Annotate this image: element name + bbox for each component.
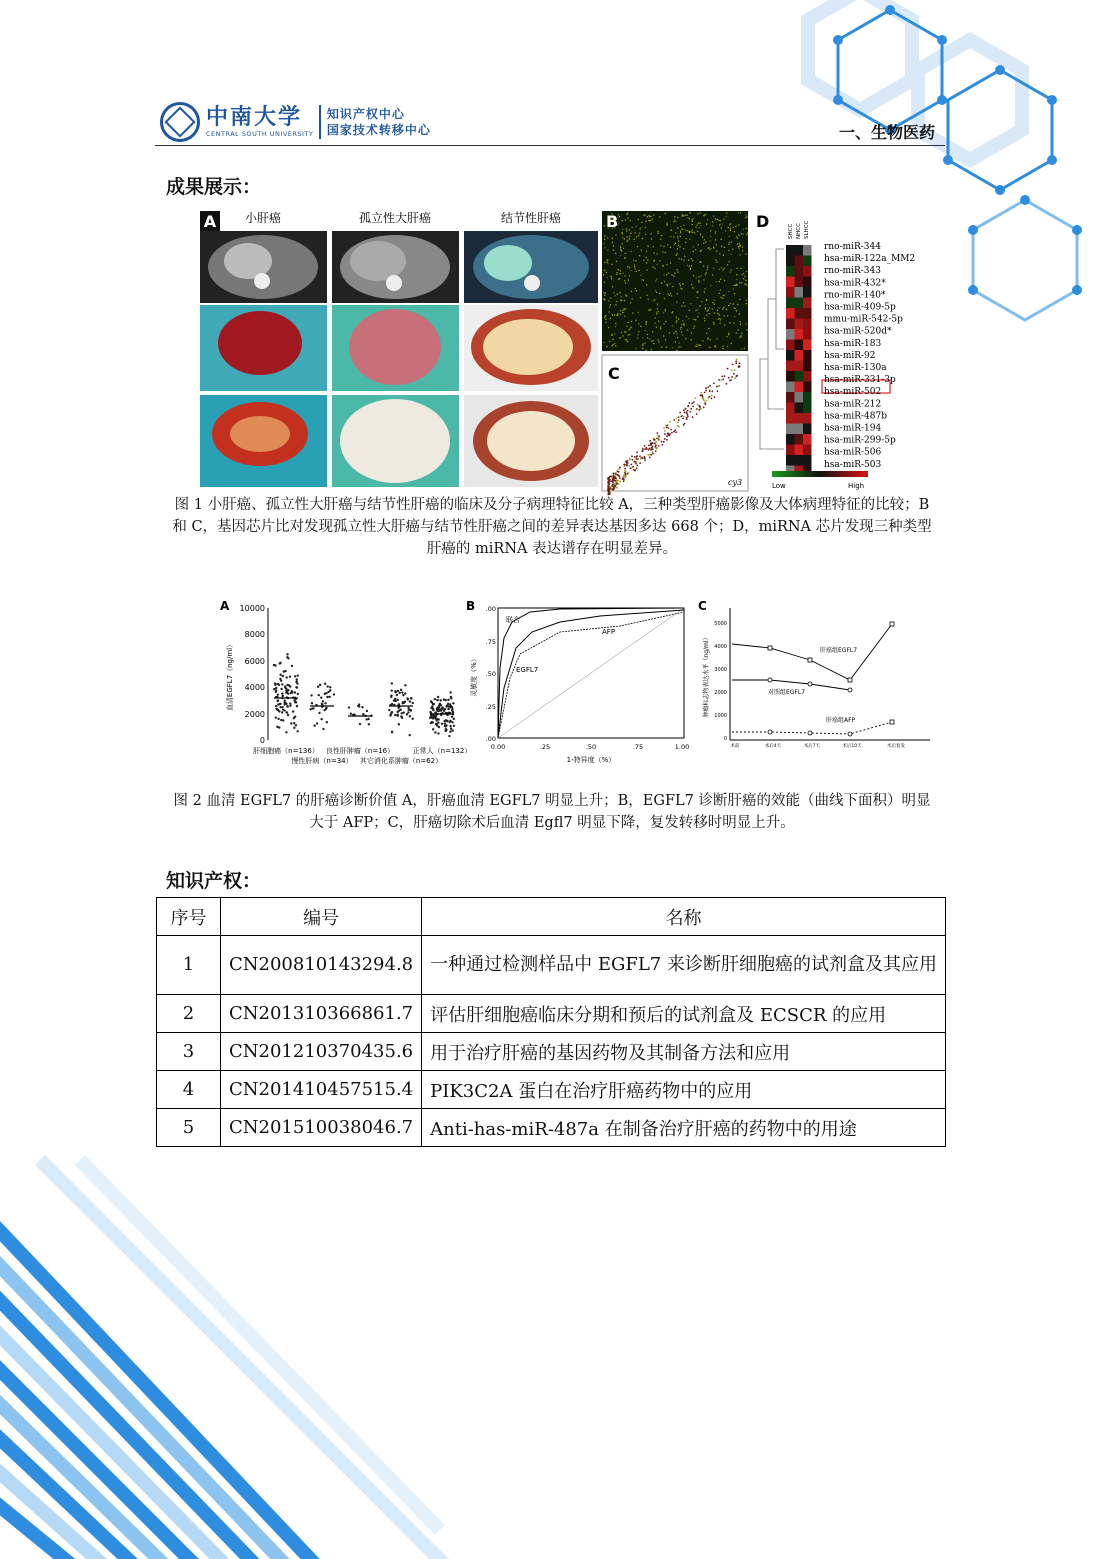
a-group-label: 良性肝肿瘤（n=16）: [325, 747, 395, 755]
ip-title: 知识产权：: [166, 870, 262, 892]
c-xtick: 术前: [730, 744, 740, 749]
fig2-panel-B: B: [466, 599, 476, 613]
row-no: 5: [157, 1109, 221, 1147]
fig1-col-label-1: 小肝癌: [244, 211, 282, 225]
ip-table: [156, 897, 946, 1147]
c-xtick: 术后4天: [764, 744, 782, 749]
b-ytick: .00: [485, 735, 496, 743]
dot-plot: [273, 653, 455, 737]
center-name-line1: 知识产权中心: [326, 107, 405, 121]
mirna-label: mmu-miR-542-5p: [824, 314, 903, 325]
fig2-panel-C: C: [698, 599, 707, 613]
fig1-col-label-3: 结节性肝癌: [500, 211, 562, 225]
center-name-line2: 国家技术转移中心: [326, 123, 431, 137]
b-ytick: .50: [485, 670, 496, 678]
scale-high-label: High: [848, 482, 865, 490]
row-code: CN201210370435.6: [221, 1033, 422, 1071]
mirna-label: hsa-miR-299-5p: [824, 435, 896, 446]
mirna-label: rno-miR-140*: [824, 290, 886, 301]
mirna-label: hsa-miR-506: [824, 447, 882, 458]
b-ytick: .75: [485, 638, 496, 646]
b-xtick: .75: [632, 743, 644, 751]
mirna-label: hsa-miR-409-5p: [824, 302, 896, 313]
b-xtick: 0.00: [490, 743, 506, 751]
row-code: CN201310366861.7: [221, 995, 422, 1033]
mirna-label: hsa-miR-432*: [824, 278, 886, 289]
mirna-label: hsa-miR-503: [824, 459, 882, 470]
heatmap-col-2: NHCC: [796, 223, 802, 239]
c-xtick: 术后7天: [803, 744, 821, 749]
row-no: 4: [157, 1071, 221, 1109]
specimen-images-row2: [200, 395, 598, 487]
header-no: 序号: [157, 898, 221, 936]
b-curve-label: 联合: [506, 616, 520, 624]
row-no: 1: [157, 936, 221, 995]
mirna-label: rno-miR-344: [824, 242, 881, 252]
figure-2-caption: 图 2 血清 EGFL7 的肝癌诊断价值 A，肝癌血清 EGFL7 明显上升；B，EGFL7 诊断肝癌的效能（曲线下面积）明显大于 AFP；C，肝癌切除术后血清 Egfl7 明显下降，复发转移时明显上升。: [173, 793, 931, 831]
fig1-panel-D: D: [756, 212, 770, 231]
a-group-label: 正常人（n=132）: [412, 747, 472, 755]
header-logo: [160, 102, 431, 142]
b-xtick: .25: [539, 743, 551, 751]
fig1-panel-A: A: [203, 212, 217, 231]
c-ylabel: 肿瘤标志物表达水平（ng/ml）: [703, 634, 710, 718]
header-name: 名称: [422, 898, 946, 936]
c-ytick: 0: [723, 736, 727, 742]
scatter-axis-label: cy3: [728, 478, 743, 487]
table-header-row: [157, 898, 946, 936]
specimen-images-row1: [200, 305, 598, 391]
mirna-label: hsa-miR-122a_MM2: [824, 254, 916, 265]
dendrogram: [760, 249, 784, 449]
fig2-panel-A: A: [220, 599, 230, 613]
c-series-label: 对照组EGFL7: [768, 689, 806, 696]
row-code: CN201510038046.7: [221, 1109, 422, 1147]
b-curve-label: EGFL7: [516, 666, 539, 674]
mirna-label: hsa-miR-130a: [824, 363, 887, 373]
fig1-panel-C: C: [608, 364, 620, 383]
a-ytick: 6000: [244, 657, 265, 666]
c-ytick: 2000: [714, 690, 727, 696]
a-group-label: 慢性肝病（n=34）: [291, 757, 353, 765]
heatmap-col-3: SLHCC: [804, 220, 810, 239]
c-ytick: 5000: [714, 621, 727, 627]
a-ylabel: 血清EGFL7（ng/ml）: [226, 640, 234, 712]
row-no: 3: [157, 1033, 221, 1071]
microarray-image: [602, 211, 748, 351]
row-name: PIK3C2A 蛋白在治疗肝癌药物中的应用: [422, 1071, 946, 1109]
color-scale: [772, 471, 868, 477]
university-name-en: CENTRAL SOUTH UNIVERSITY: [206, 130, 314, 138]
c-ytick: 1000: [714, 713, 727, 719]
mirna-label: hsa-miR-502: [824, 387, 882, 398]
b-ylabel: 灵敏度（%）: [470, 655, 478, 697]
a-ytick: 8000: [244, 630, 265, 639]
heatmap: [786, 245, 812, 476]
row-name: 用于治疗肝癌的基因药物及其制备方法和应用: [422, 1033, 946, 1071]
c-xtick: 术后复发: [887, 744, 905, 749]
fig1-panel-B: B: [606, 212, 619, 231]
fig1-col-label-2: 孤立性大肝癌: [358, 211, 432, 225]
a-group-label: 肝细胞癌（n=136）: [253, 747, 319, 755]
c-series-label: 肝癌组EGFL7: [820, 647, 858, 654]
table-row: [157, 936, 946, 995]
b-xtick: 1.00: [674, 743, 690, 751]
figure-2: [220, 598, 932, 786]
stripe-decoration: [0, 1150, 460, 1559]
row-name: 评估肝细胞癌临床分期和预后的试剂盒及 ECSCR 的应用: [422, 995, 946, 1033]
table-row: [157, 1033, 946, 1071]
table-row: [157, 1109, 946, 1147]
row-code: CN201410457515.4: [221, 1071, 422, 1109]
c-ytick: 3000: [714, 667, 727, 673]
results-title: 成果展示：: [166, 176, 262, 198]
c-ytick: 4000: [714, 644, 727, 650]
table-row: [157, 1071, 946, 1109]
mirna-label: rno-miR-343: [824, 266, 881, 277]
mirna-label: hsa-miR-92: [824, 350, 876, 361]
c-series-label: 肝癌组AFP: [826, 717, 856, 724]
mirna-label: hsa-miR-194: [824, 423, 882, 434]
row-name: Anti-has-miR-487a 在制备治疗肝癌的药物中的用途: [422, 1109, 946, 1147]
row-name: 一种通过检测样品中 EGFL7 来诊断肝细胞癌的试剂盒及其应用: [422, 936, 946, 995]
row-code: CN200810143294.8: [221, 936, 422, 995]
row-no: 2: [157, 995, 221, 1033]
mirna-label: hsa-miR-331-3p: [824, 375, 896, 386]
ct-images: [200, 231, 598, 303]
section-tag: 一、生物医药: [838, 123, 935, 142]
b-xlabel: 1-特异度（%）: [566, 756, 616, 764]
figure-1: [198, 209, 916, 494]
a-group-label: 其它消化系肿瘤（n=62）: [359, 757, 443, 765]
mirna-label: hsa-miR-520d*: [824, 326, 892, 337]
b-curve-label: AFP: [602, 628, 616, 636]
a-ytick: 4000: [244, 683, 265, 692]
university-seal-icon: [160, 102, 200, 142]
mirna-label: hsa-miR-487b: [824, 411, 887, 422]
mirna-label: hsa-miR-212: [824, 399, 882, 410]
a-ytick: 2000: [244, 710, 265, 719]
scale-low-label: Low: [772, 482, 786, 490]
b-xtick: .50: [585, 743, 597, 751]
a-ytick: 0: [259, 736, 265, 745]
header-divider: [155, 145, 945, 146]
university-name-cn: 中南大学: [206, 105, 303, 130]
header-code: 编号: [221, 898, 422, 936]
figure-1-caption: 图 1 小肝癌、孤立性大肝癌与结节性肝癌的临床及分子病理特征比较 A，三种类型肝癌影像及大体病理特征的比较；B 和 C，基因芯片比对发现孤立性大肝癌与结节性肝癌之间的差异表达基因多达 668 个；D，miRNA 芯片发现三种类型肝癌的 miRNA 表达谱存在明显差异。: [172, 497, 932, 557]
table-row: [157, 995, 946, 1033]
b-ytick: .00: [485, 605, 496, 613]
c-line-tumor-egfl7: [732, 624, 892, 680]
a-ytick: 10000: [239, 604, 265, 613]
c-xtick: 术后10天: [842, 744, 862, 749]
roc-curve-afp: [498, 612, 684, 738]
heatmap-col-1: SHCC: [788, 223, 794, 239]
b-ytick: .25: [485, 703, 496, 711]
mirna-label: hsa-miR-183: [824, 338, 882, 349]
